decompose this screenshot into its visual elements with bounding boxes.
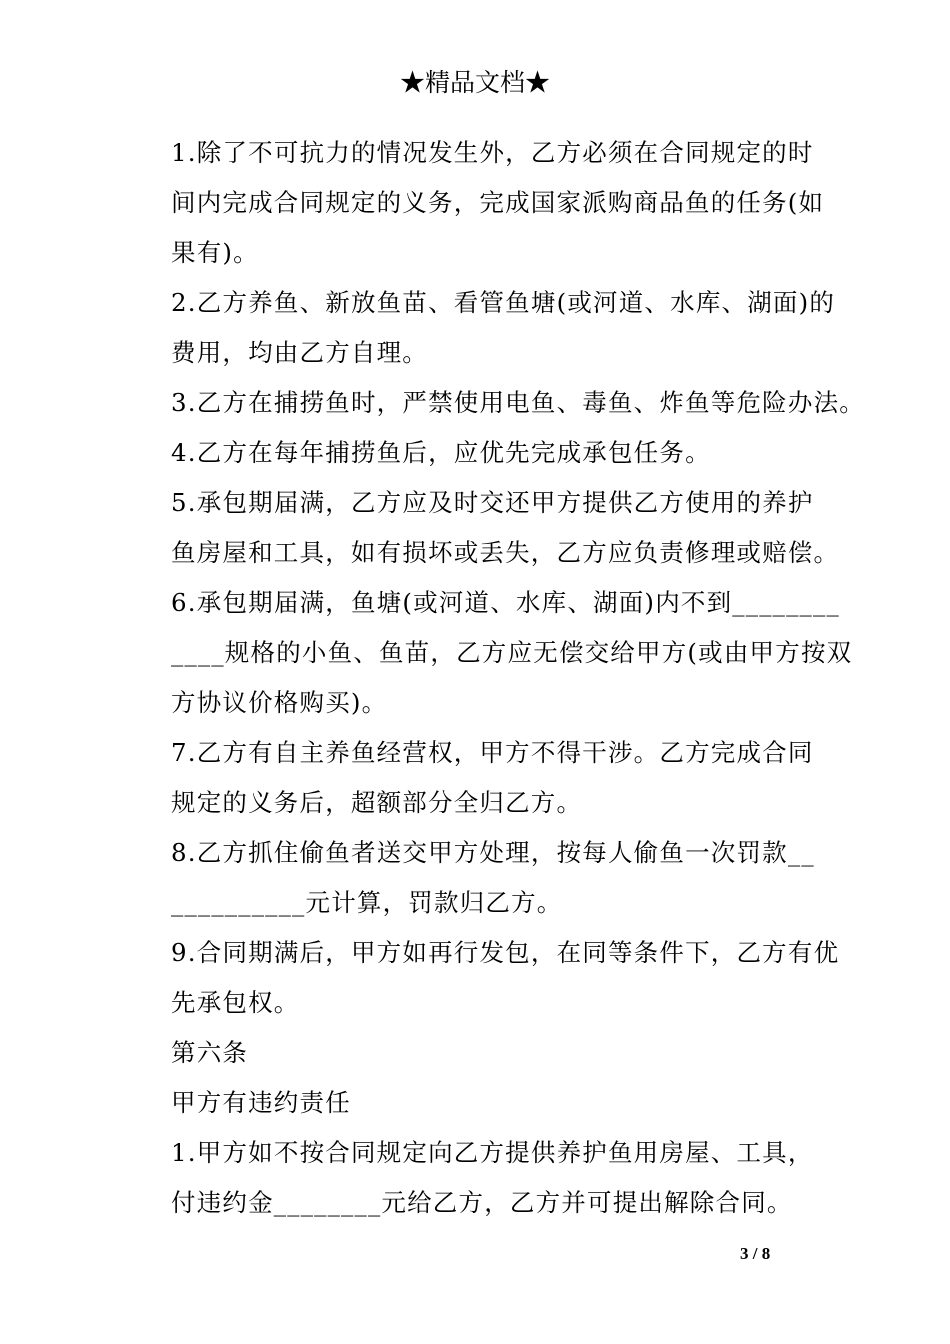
paragraph-6	[146, 578, 853, 728]
paragraph-4	[146, 428, 816, 478]
paragraph-line: 先承包权。	[171, 988, 300, 1017]
paragraph-line: 方协议价格购买)。	[171, 688, 388, 717]
paragraph-8	[146, 828, 816, 928]
section-heading-article-6	[146, 1028, 816, 1078]
page-number: 3 / 8	[740, 1244, 771, 1263]
section-subheading-party-a-liability	[146, 1078, 816, 1128]
paragraph-line: 1.甲方如不按合同规定向乙方提供养护鱼用房屋、工具，	[171, 1138, 814, 1167]
paragraph-line: 6.承包期届满，鱼塘(或河道、水库、湖面)内不到________	[171, 588, 840, 617]
header-title: ★精品文档★	[399, 68, 550, 97]
paragraph-line: 1.除了不可抗力的情况发生外，乙方必须在合同规定的时	[171, 138, 814, 167]
paragraph-line: 甲方有违约责任	[171, 1088, 351, 1117]
paragraph-line: 鱼房屋和工具，如有损坏或丢失，乙方应负责修理或赔偿。	[171, 538, 840, 567]
paragraph-line: 9.合同期满后，甲方如再行发包，在同等条件下，乙方有优	[171, 938, 840, 967]
paragraph-line: __________元计算，罚款归乙方。	[171, 888, 563, 917]
paragraph-5	[146, 478, 840, 578]
paragraph-2	[146, 278, 836, 378]
paragraph-line: 规定的义务后，超额部分全归乙方。	[171, 788, 583, 817]
document-body	[146, 128, 865, 1228]
paragraph-line: 5.承包期届满，乙方应及时交还甲方提供乙方使用的养护	[171, 488, 814, 517]
paragraph-1	[146, 128, 825, 278]
paragraph-line: 第六条	[171, 1038, 249, 1067]
paragraph-line: 费用，均由乙方自理。	[171, 338, 428, 367]
paragraph-line: 果有)。	[171, 238, 259, 267]
paragraph-line: 7.乙方有自主养鱼经营权，甲方不得干涉。乙方完成合同	[171, 738, 814, 767]
paragraph-line: 3.乙方在捕捞鱼时，严禁使用电鱼、毒鱼、炸鱼等危险办法。	[171, 388, 865, 417]
paragraph-line: ____规格的小鱼、鱼苗，乙方应无偿交给甲方(或由甲方按双	[171, 638, 853, 667]
paragraph-line: 4.乙方在每年捕捞鱼后，应优先完成承包任务。	[171, 438, 711, 467]
paragraph-liability-1	[146, 1128, 816, 1228]
paragraph-9	[146, 928, 840, 1028]
paragraph-7	[146, 728, 816, 828]
paragraph-line: 2.乙方养鱼、新放鱼苗、看管鱼塘(或河道、水库、湖面)的	[171, 288, 836, 317]
page-footer	[740, 1244, 770, 1264]
paragraph-line: 8.乙方抓住偷鱼者送交甲方处理，按每人偷鱼一次罚款__	[171, 838, 815, 867]
paragraph-line: 付违约金________元给乙方，乙方并可提出解除合同。	[171, 1188, 793, 1217]
paragraph-line: 间内完成合同规定的义务，完成国家派购商品鱼的任务(如	[171, 188, 825, 217]
paragraph-3	[146, 378, 865, 428]
document-header	[0, 66, 950, 100]
